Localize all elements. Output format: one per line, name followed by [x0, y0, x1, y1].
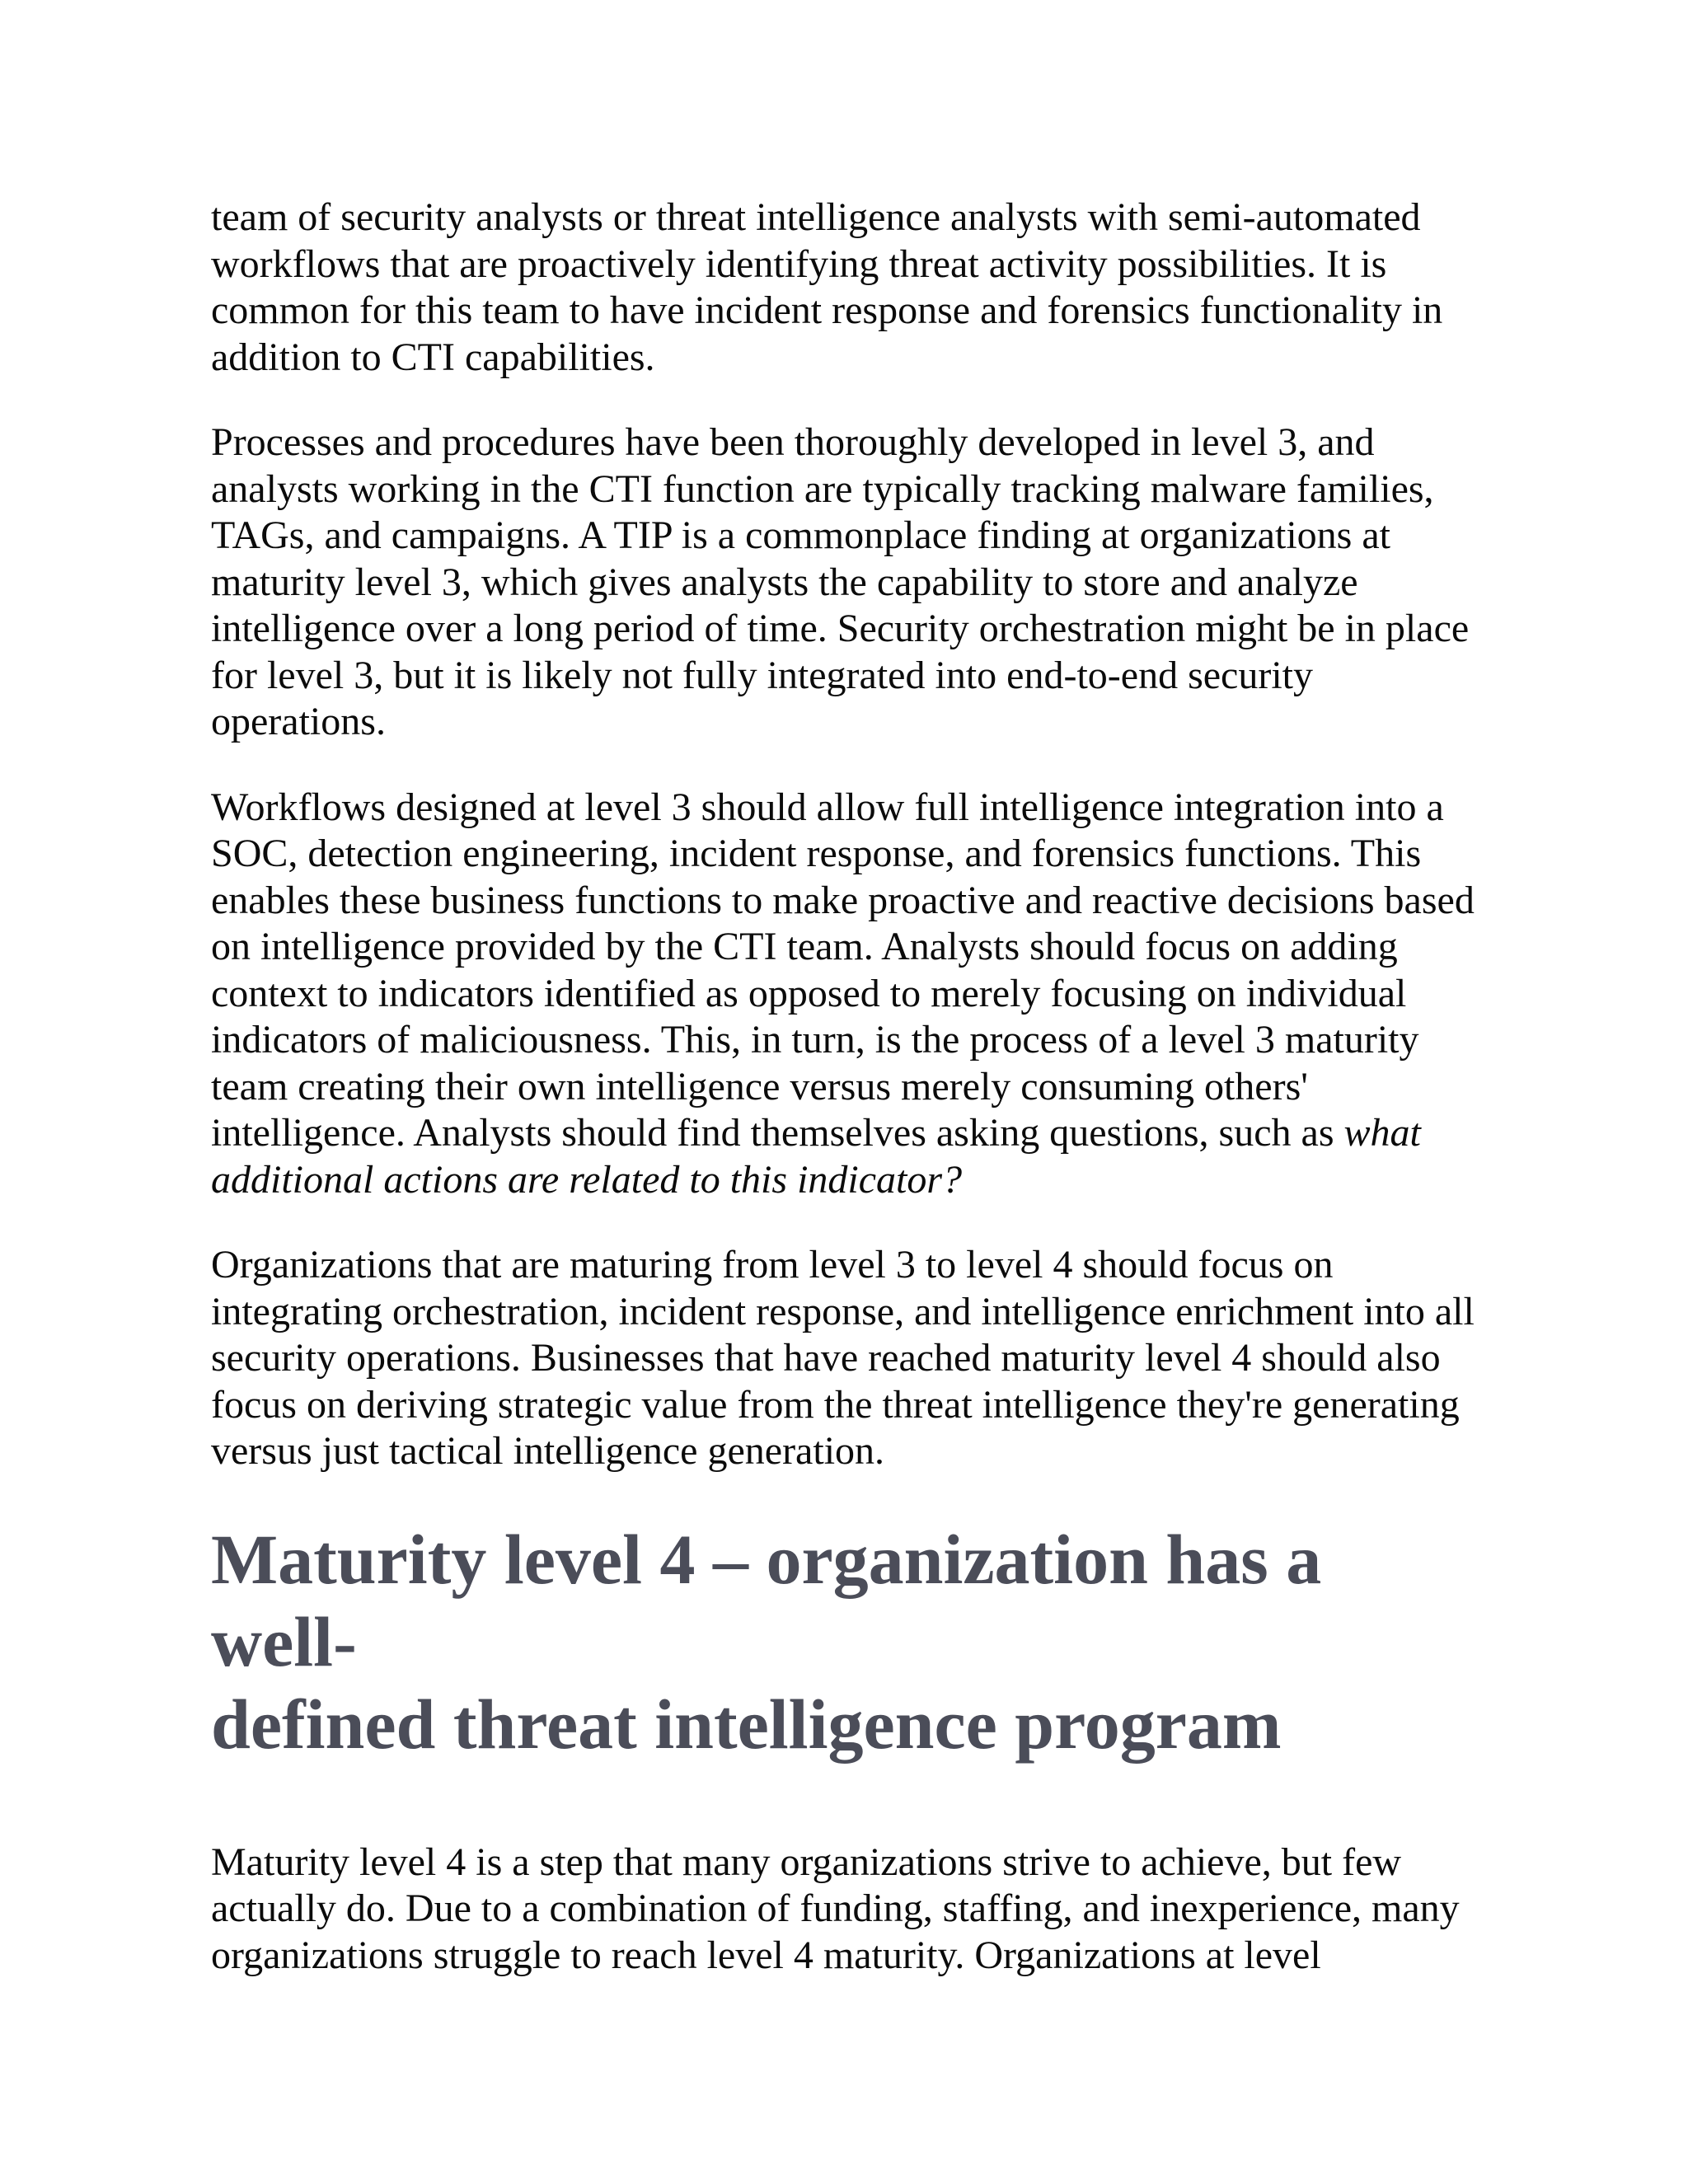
paragraph-text: team of security analysts or threat intelligence analysts with semi-automated workflows that are proactively identifying threat activity possibilities. It is common for this team to have incident response and forensics functionality in addition to CTI capabilities. [211, 195, 1443, 379]
paragraph-workflows-level-3 [211, 785, 1480, 1204]
paragraph-text: Processes and procedures have been thoroughly developed in level 3, and analysts working in the CTI function are typically tracking malware families, TAGs, and campaigns. A TIP is a commonplace finding at organizations at maturity level 3, which gives analysts the capability to store and analyze intelligence over a long period of time. Security orchestration might be in place for level 3, but it is likely not fully integrated into end-to-end security operations. [211, 420, 1470, 743]
paragraph-text: Workflows designed at level 3 should allow full intelligence integration into a SOC, detection engineering, incident response, and forensics functions. This enables these business functions to make proactive and reactive decisions based on intelligence provided by the CTI team. Analysts should focus on adding context to indicators identified as opposed to merely focusing on individual indicators of maliciousness. This, in turn, is the process of a level 3 maturity team creating their own intelligence versus merely consuming others' intelligence. Analysts should find themselves asking questions, such as [211, 785, 1475, 1155]
heading-line-2: defined threat intelligence program [211, 1684, 1282, 1764]
page-content [211, 194, 1480, 1979]
section-heading-maturity-level-4 [211, 1518, 1480, 1765]
paragraph-analyst-team [211, 194, 1480, 381]
paragraph-text: Organizations that are maturing from level 3 to level 4 should focus on integrating orchestration, incident response, and intelligence enrichment into all security operations. Businesses that have reached maturity level 4 should also focus on deriving strategic value from the threat intelligence they're generating versus just tactical intelligence generation. [211, 1243, 1475, 1473]
paragraph-text: Maturity level 4 is a step that many organizations strive to achieve, but few actually do. Due to a combination of funding, staffing, and inexperience, many organizations struggle to reach level 4 maturity. Organizations at level [211, 1840, 1460, 1977]
heading-line-1: Maturity level 4 – organization has a well- [211, 1519, 1322, 1681]
paragraph-level-4-intro [211, 1840, 1480, 1980]
paragraph-processes-procedures [211, 419, 1480, 746]
paragraph-maturing-level-4 [211, 1242, 1480, 1475]
italic-question: what additional actions are related to this indicator? [211, 1111, 1421, 1202]
